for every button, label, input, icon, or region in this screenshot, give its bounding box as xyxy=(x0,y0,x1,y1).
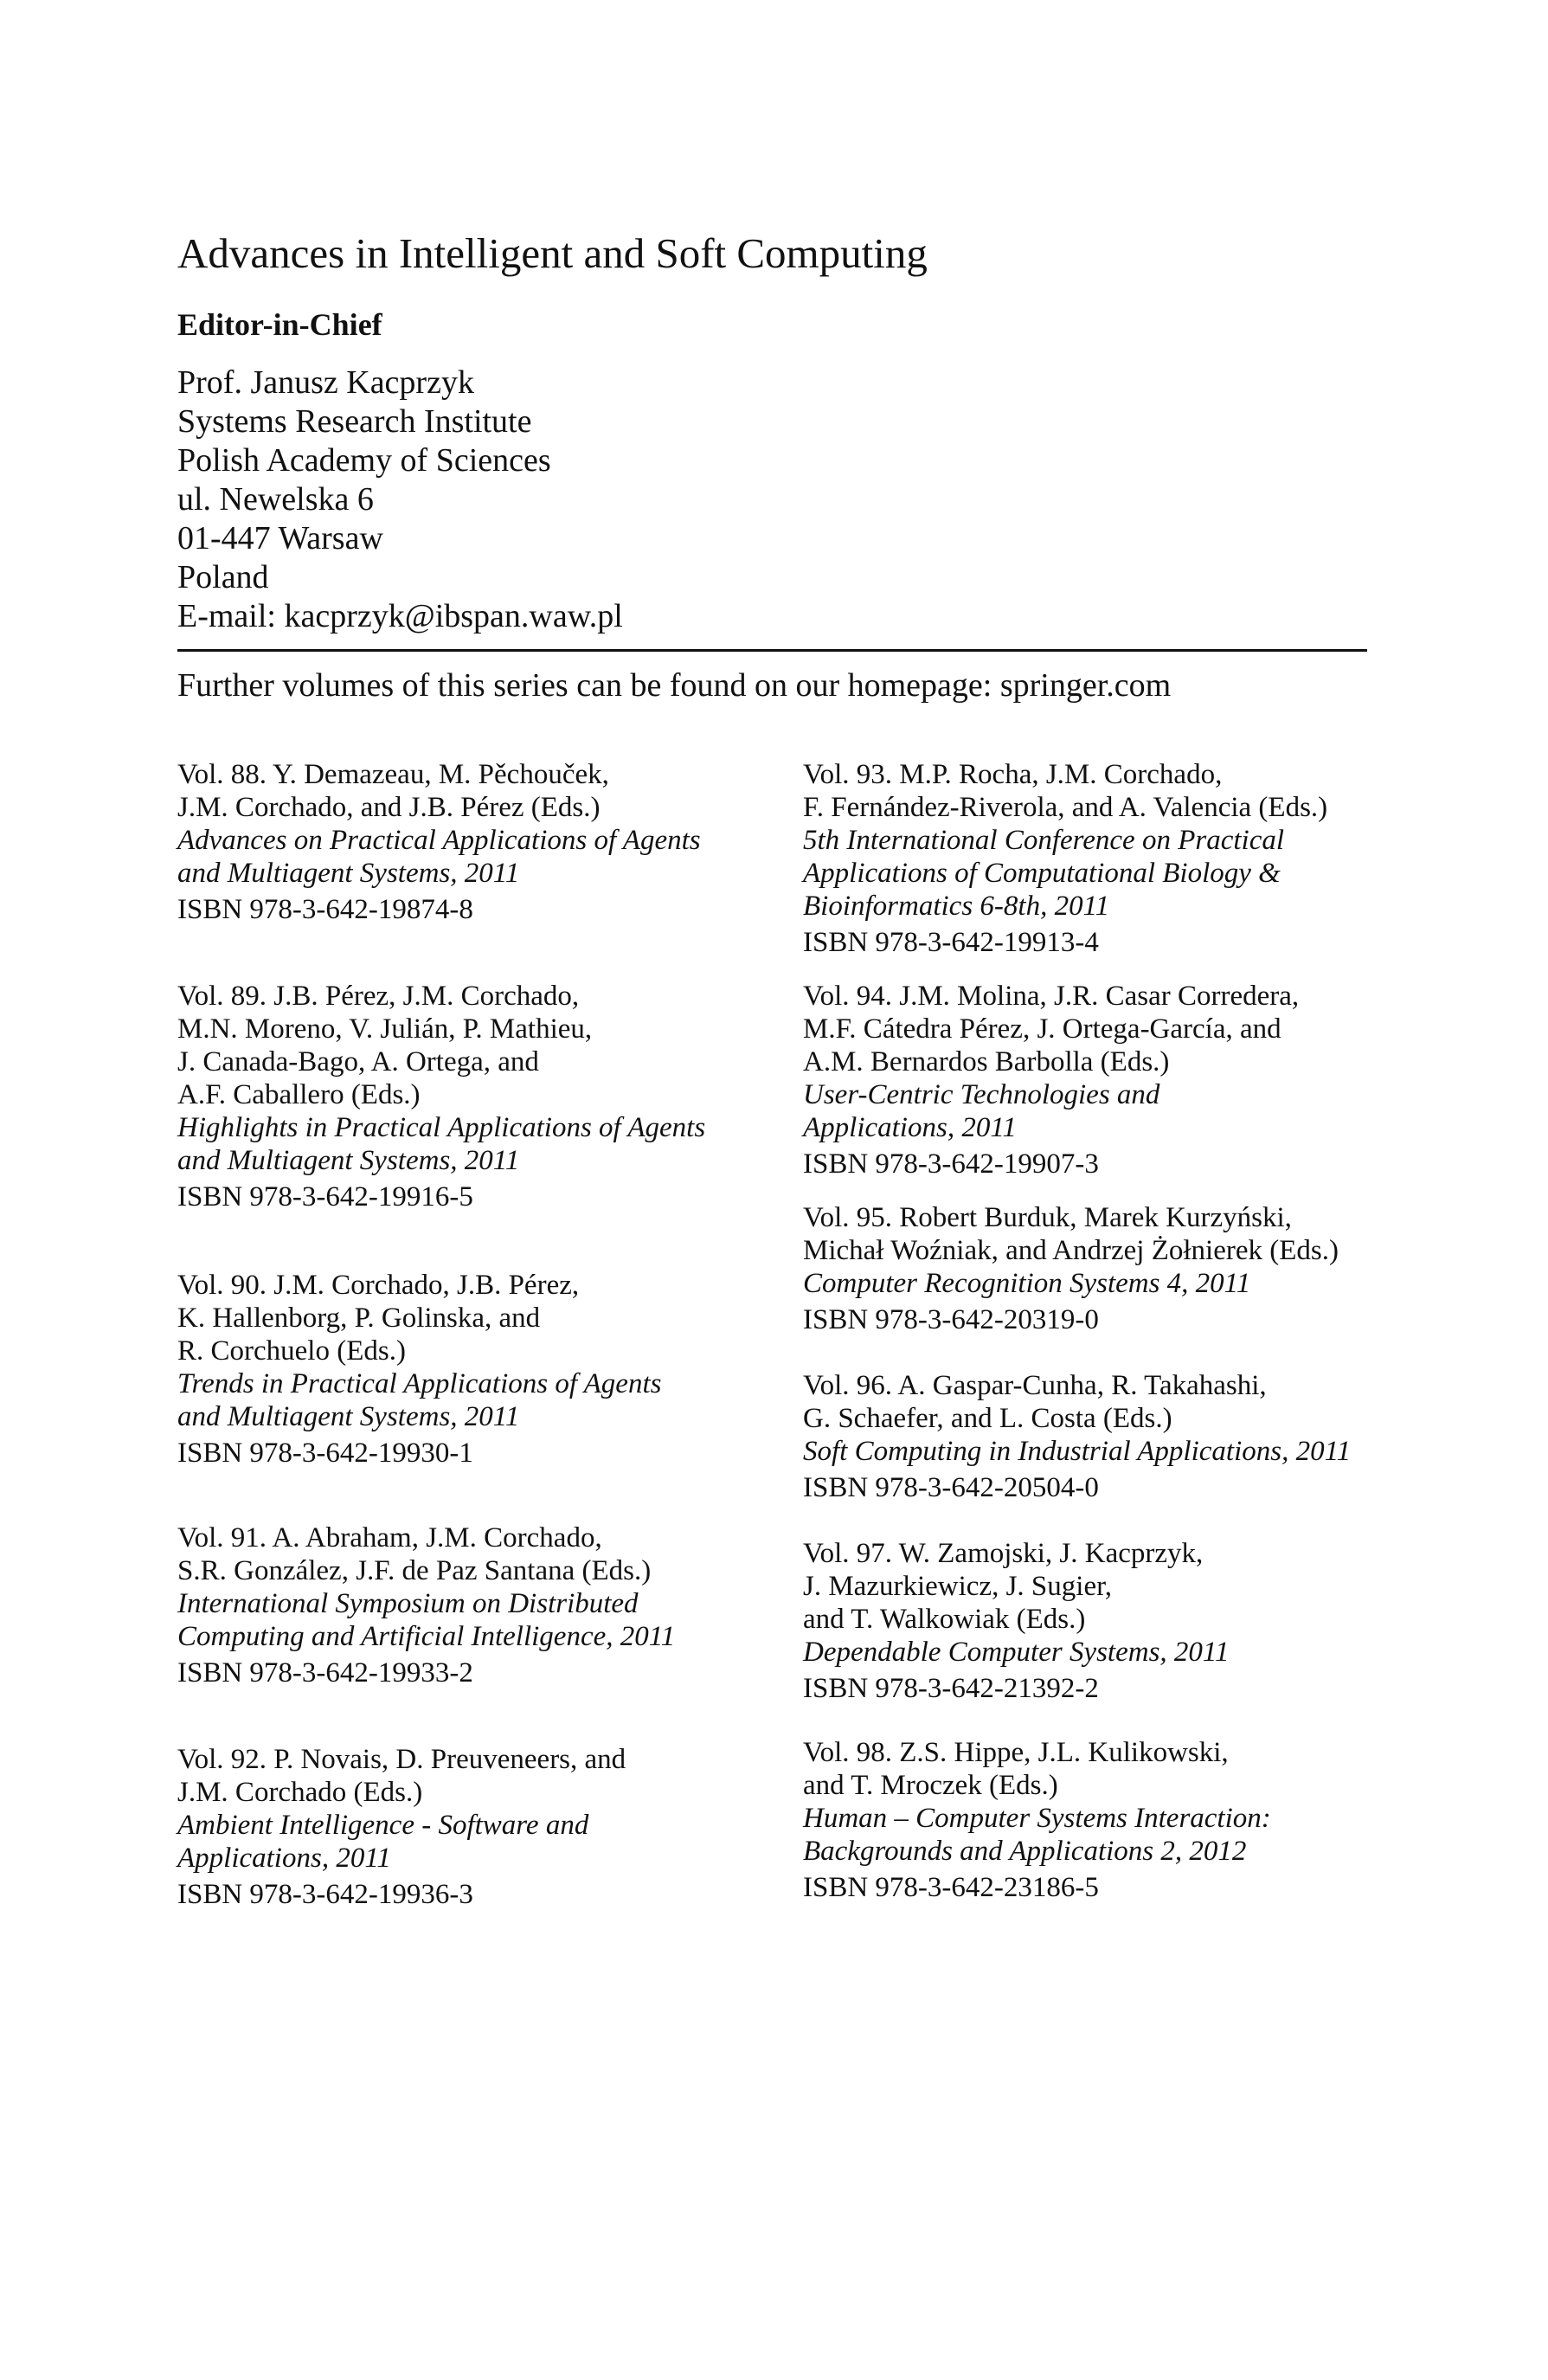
volume-authors-line: A.F. Caballero (Eds.) xyxy=(177,1079,421,1110)
volume-authors-line: Vol. 98. Z.S. Hippe, J.L. Kulikowski, xyxy=(803,1737,1229,1768)
series-title: Advances in Intelligent and Soft Computing xyxy=(177,229,928,277)
editor-address xyxy=(177,363,623,636)
volume-title-line: and Multiagent Systems, 2011 xyxy=(177,1145,520,1176)
volume-entry-96 xyxy=(803,1369,1351,1504)
volume-entry-95 xyxy=(803,1201,1339,1336)
volume-title-line: Human – Computer Systems Interaction: xyxy=(803,1803,1271,1834)
volume-title-line: 5th International Conference on Practical xyxy=(803,825,1285,856)
volume-title-line: Applications, 2011 xyxy=(177,1843,391,1874)
volume-authors-line: M.F. Cátedra Pérez, J. Ortega-García, and xyxy=(803,1013,1281,1045)
volume-entry-92 xyxy=(177,1743,626,1911)
volume-title-line: Advances on Practical Applications of Agents xyxy=(177,825,701,856)
volume-title-line: Highlights in Practical Applications of Agents xyxy=(177,1112,706,1143)
volume-authors-line: Vol. 97. W. Zamojski, J. Kacprzyk, xyxy=(803,1538,1204,1569)
volume-authors-line: G. Schaefer, and L. Costa (Eds.) xyxy=(803,1403,1172,1434)
volume-authors-line: J. Mazurkiewicz, J. Sugier, xyxy=(803,1571,1113,1602)
volume-authors-line: M.N. Moreno, V. Julián, P. Mathieu, xyxy=(177,1013,593,1045)
volume-authors-line: A.M. Bernardos Barbolla (Eds.) xyxy=(803,1046,1170,1077)
volume-title-line: and Multiagent Systems, 2011 xyxy=(177,858,520,889)
volume-isbn: ISBN 978-3-642-19936-3 xyxy=(177,1879,473,1910)
volume-title-line: Applications of Computational Biology & xyxy=(803,858,1281,889)
volume-title-line: and Multiagent Systems, 2011 xyxy=(177,1401,520,1432)
volume-title-line: Trends in Practical Applications of Agents xyxy=(177,1368,662,1399)
further-volumes-note: Further volumes of this series can be found on our homepage: springer.com xyxy=(177,667,1172,704)
volume-authors-line: Vol. 89. J.B. Pérez, J.M. Corchado, xyxy=(177,981,580,1012)
volume-authors-line: and T. Walkowiak (Eds.) xyxy=(803,1604,1086,1635)
volume-entry-97 xyxy=(803,1537,1229,1705)
volume-authors-line: Vol. 92. P. Novais, D. Preuveneers, and xyxy=(177,1744,626,1775)
volume-authors-line: Michał Woźniak, and Andrzej Żołnierek (Eds.) xyxy=(803,1235,1339,1266)
volume-authors-line: Vol. 95. Robert Burduk, Marek Kurzyński, xyxy=(803,1202,1292,1233)
volume-entry-94 xyxy=(803,980,1299,1180)
volume-isbn: ISBN 978-3-642-19933-2 xyxy=(177,1657,473,1689)
editor-email: E-mail: kacprzyk@ibspan.waw.pl xyxy=(177,598,623,634)
volume-authors-line: Vol. 93. M.P. Rocha, J.M. Corchado, xyxy=(803,759,1223,790)
volume-entry-89 xyxy=(177,980,705,1213)
volume-isbn: ISBN 978-3-642-19930-1 xyxy=(177,1438,473,1469)
volume-title-line: Computing and Artificial Intelligence, 2011 xyxy=(177,1621,676,1652)
editor-name: Prof. Janusz Kacprzyk xyxy=(177,364,474,401)
editor-institute: Systems Research Institute xyxy=(177,403,532,440)
volume-authors-line: and T. Mroczek (Eds.) xyxy=(803,1770,1058,1801)
editor-heading: Editor-in-Chief xyxy=(177,307,382,342)
volume-authors-line: K. Hallenborg, P. Golinska, and xyxy=(177,1303,541,1334)
volume-isbn: ISBN 978-3-642-19874-8 xyxy=(177,894,473,925)
editor-city: 01-447 Warsaw xyxy=(177,520,383,556)
volume-authors-line: Vol. 96. A. Gaspar-Cunha, R. Takahashi, xyxy=(803,1370,1267,1401)
volume-authors-line: J.M. Corchado (Eds.) xyxy=(177,1777,423,1808)
volume-title-line: Backgrounds and Applications 2, 2012 xyxy=(803,1836,1247,1867)
volume-title-line: Bioinformatics 6-8th, 2011 xyxy=(803,891,1110,922)
volume-title-line: Ambient Intelligence - Software and xyxy=(177,1810,589,1841)
volume-isbn: ISBN 978-3-642-19913-4 xyxy=(803,927,1099,958)
volume-isbn: ISBN 978-3-642-19916-5 xyxy=(177,1181,473,1213)
volume-title-line: Soft Computing in Industrial Applications, 2011 xyxy=(803,1436,1352,1467)
volume-isbn: ISBN 978-3-642-20319-0 xyxy=(803,1304,1099,1335)
volume-isbn: ISBN 978-3-642-20504-0 xyxy=(803,1472,1099,1503)
volume-entry-98 xyxy=(803,1736,1271,1904)
volume-authors-line: Vol. 94. J.M. Molina, J.R. Casar Corredera, xyxy=(803,981,1300,1012)
editor-street: ul. Newelska 6 xyxy=(177,481,374,518)
volume-title-line: Computer Recognition Systems 4, 2011 xyxy=(803,1268,1251,1299)
volume-isbn: ISBN 978-3-642-19907-3 xyxy=(803,1148,1099,1180)
volume-authors-line: Vol. 90. J.M. Corchado, J.B. Pérez, xyxy=(177,1270,580,1301)
volume-entry-90 xyxy=(177,1269,661,1470)
volume-title-line: User-Centric Technologies and xyxy=(803,1079,1160,1110)
editor-country: Poland xyxy=(177,559,269,595)
editor-academy: Polish Academy of Sciences xyxy=(177,442,551,479)
volume-authors-line: S.R. González, J.F. de Paz Santana (Eds.) xyxy=(177,1555,652,1586)
volume-authors-line: Vol. 88. Y. Demazeau, M. Pěchouček, xyxy=(177,759,609,790)
volume-authors-line: J.M. Corchado, and J.B. Pérez (Eds.) xyxy=(177,792,601,823)
volume-isbn: ISBN 978-3-642-23186-5 xyxy=(803,1872,1099,1903)
volume-entry-91 xyxy=(177,1521,675,1689)
volume-authors-line: Vol. 91. A. Abraham, J.M. Corchado, xyxy=(177,1522,602,1553)
volume-title-line: Applications, 2011 xyxy=(803,1112,1017,1143)
volume-entry-88 xyxy=(177,758,701,926)
horizontal-divider xyxy=(177,649,1367,652)
volume-authors-line: J. Canada-Bago, A. Ortega, and xyxy=(177,1046,539,1077)
volume-entry-93 xyxy=(803,758,1327,959)
volume-authors-line: F. Fernández-Riverola, and A. Valencia (Eds.) xyxy=(803,792,1328,823)
volume-title-line: International Symposium on Distributed xyxy=(177,1588,639,1619)
volume-authors-line: R. Corchuelo (Eds.) xyxy=(177,1335,406,1367)
volume-isbn: ISBN 978-3-642-21392-2 xyxy=(803,1673,1099,1704)
volume-title-line: Dependable Computer Systems, 2011 xyxy=(803,1637,1230,1668)
